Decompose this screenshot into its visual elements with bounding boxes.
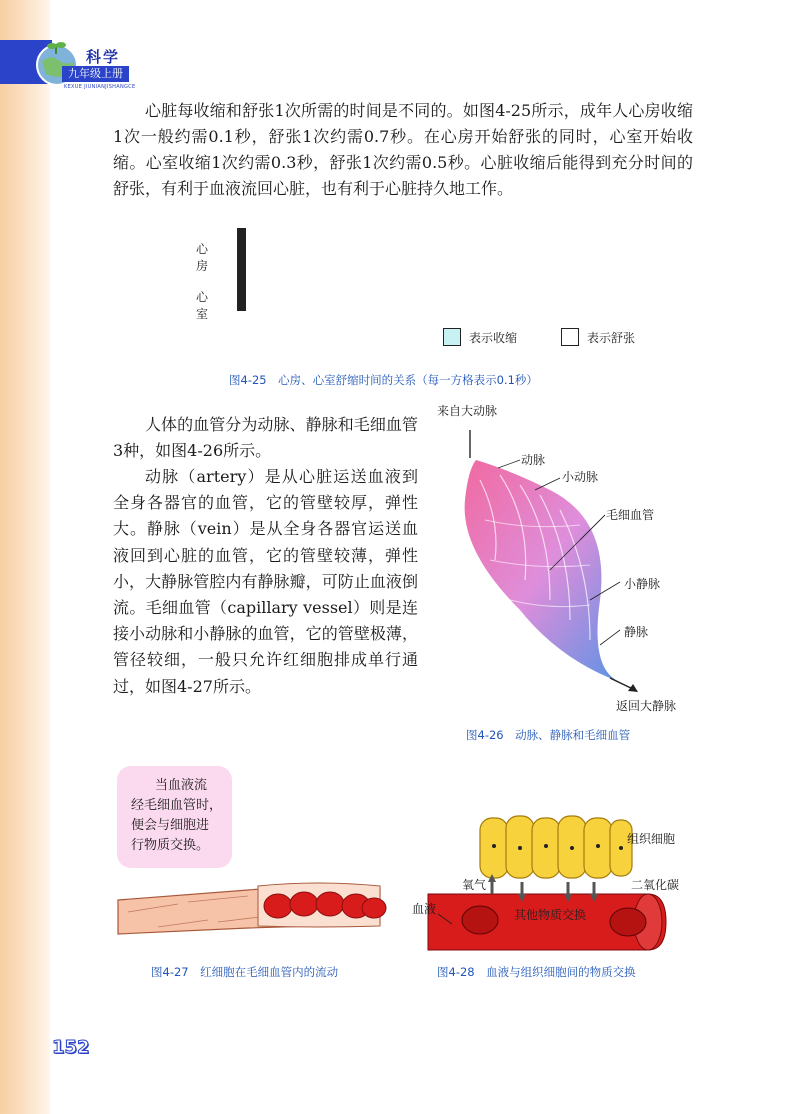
grid-row-ventricle: [238, 270, 246, 311]
legend-contract-swatch: [443, 328, 461, 346]
legend-relax-swatch: [561, 328, 579, 346]
capillary-rbc-illustration: [118, 882, 390, 942]
bubble-line: 经毛细血管时，: [131, 798, 223, 813]
caption-4-28: 图4-28 血液与组织细胞间的物质交换: [437, 965, 636, 979]
label-capillary: 毛细血管: [606, 508, 655, 522]
header-grade: 九年级上册: [62, 66, 129, 82]
label-exchange: 其他物质交换: [514, 908, 587, 922]
label-blood: 血液: [412, 902, 437, 916]
paragraph-heart-timing: 心脏每收缩和舒张1次所需的时间是不同的。如图4-25所示，成年人心房收缩1次一般约需0.1秒，舒张1次约需0.7秒。在心房开始舒张的同时，心室开始收缩。心室收缩1次约需0.3秒，舒张1次约需0.5秒。心脏收缩后能得到充分时间的舒张，有利于血液流回心脏，也有利于心脏持久地工作。: [113, 101, 693, 198]
header-subject: 科学: [86, 48, 121, 66]
label-co2: 二氧化碳: [631, 878, 680, 892]
bubble-line: 便会与细胞进: [131, 818, 210, 833]
legend-contract-label: 表示收缩: [469, 330, 518, 345]
label-venule: 小静脉: [624, 577, 661, 591]
caption-4-26: 图4-26 动脉、静脉和毛细血管: [466, 728, 631, 742]
bubble-line: 当血液流: [155, 778, 208, 793]
grid-cell-relax: [245, 270, 246, 311]
row-label-atrium: 心房: [196, 242, 209, 273]
header-pinyin: KEXUE JIUNIANJISHANGCE: [64, 84, 136, 90]
legend-contract: [443, 328, 517, 346]
label-return-vein: 返回大静脉: [616, 699, 677, 713]
label-vein: 静脉: [624, 625, 649, 639]
paragraph-vessel-types: 人体的血管分为动脉、静脉和毛细血管3种，如图4-26所示。: [113, 415, 418, 460]
label-oxygen: 氧气: [462, 878, 487, 892]
timing-grid: [237, 228, 246, 311]
legend-relax-label: 表示舒张: [587, 330, 636, 345]
speech-bubble: [117, 766, 232, 868]
label-arteriole: 小动脉: [562, 470, 599, 484]
row-label-ventricle: 心室: [196, 290, 209, 321]
grid-cell-relax: [245, 229, 246, 270]
label-artery: 动脉: [521, 453, 546, 467]
grid-row-atrium: [238, 229, 246, 270]
page-number: 152: [52, 1037, 90, 1058]
paragraph-vessel-definitions: 动脉（artery）是从心脏运送血液到全身各器官的血管，它的管壁较厚，弹性大。静脉（vein）是从全身各器官运送血液回到心脏的血管，它的管壁较薄，弹性小，大静脉管腔内有静脉瓣，可防止血液倒流。毛细血管（capillary vessel）则是连接小动脉和小静脉的血管，它的管壁极薄，管径较细，一般只允许红细胞排成单行通过，如图4-27所示。: [113, 467, 418, 696]
caption-4-27: 图4-27 红细胞在毛细血管内的流动: [151, 965, 339, 979]
bubble-line: 行物质交换。: [131, 838, 210, 853]
label-from-artery: 来自大动脉: [437, 404, 498, 418]
side-strip: [0, 0, 50, 1114]
label-tissue-cells: 组织细胞: [627, 832, 676, 846]
legend-relax: [561, 328, 635, 346]
caption-4-25: 图4-25 心房、心室舒缩时间的关系（每一方格表示0.1秒）: [229, 373, 538, 387]
capillary-bed-illustration: [440, 420, 660, 700]
